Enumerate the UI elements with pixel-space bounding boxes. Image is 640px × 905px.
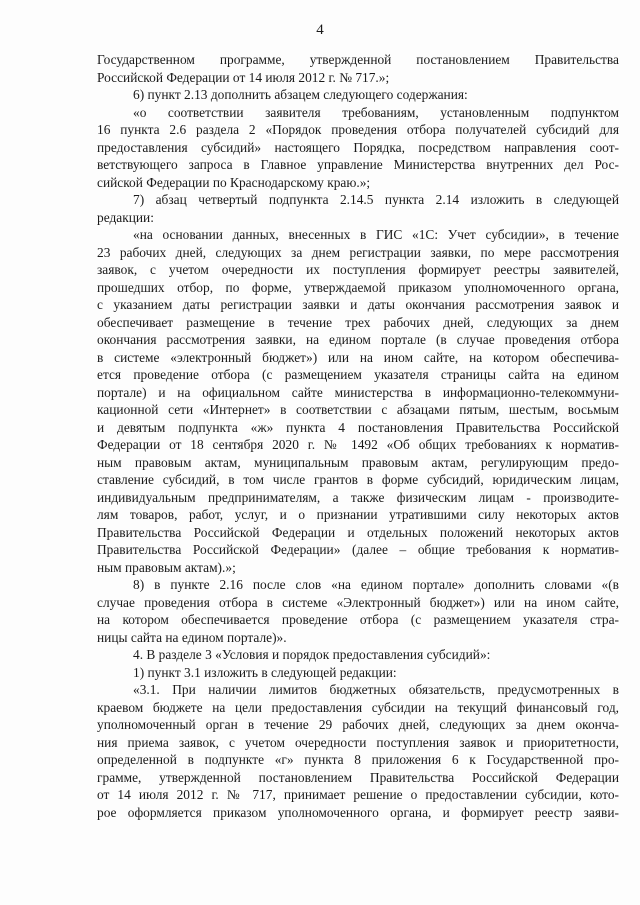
text-line: лям товаров, работ, услуг, и о признании утратившими силу некоторых актов — [97, 507, 619, 522]
text-line: ным правовым актам).»; — [97, 559, 236, 575]
text-line: случае проведения отбора в системе «Электронный бюджет») или на ином сайте, — [97, 594, 619, 610]
text-line: определенной в подпункте «г» пункта 8 приложения 6 к Государственной про- — [97, 752, 619, 767]
text-line: предоставления субсидий» настоящего Порядка, посредством направления соот- — [97, 139, 619, 155]
text-line: окончания рассмотрения заявки, на едином портале (в случае проведения отбора — [97, 332, 619, 347]
text-line: с указанием даты регистрации заявки и даты окончания рассмотрения заявок и — [97, 297, 619, 312]
text-line: 6) пункт 2.13 дополнить абзацем следующего содержания: — [133, 87, 468, 102]
text-line: ветствующего запроса в Главное управление Министерства внутренних дел Рос- — [97, 157, 619, 172]
text-line: редакции: — [97, 209, 154, 225]
text-line: «на основании данных, внесенных в ГИС «1С: Учет субсидии», в течение — [133, 227, 619, 242]
text-line: 23 рабочих дней, следующих за днем регистрации заявки, по мере рассмотрения — [97, 244, 619, 260]
text-line: ницы сайта на едином портале)». — [97, 629, 287, 645]
text-line: в системе «электронный бюджет») или на ином сайте, на котором обеспечива- — [97, 349, 619, 365]
text-line: Государственном программе, утвержденной постановлением Правительства — [97, 52, 619, 67]
text-line: Правительства Российской Федерации» (далее – общие требования к норматив- — [97, 542, 619, 557]
text-line: индивидуальным предпринимателям, а также физическим лицам - производите- — [97, 489, 619, 505]
text-line: Правительства Российской Федерации и отдельных положений некоторых актов — [97, 524, 619, 540]
text-line: ется проведение отбора (с размещением указателя страницы сайта на едином — [97, 367, 619, 382]
text-line: «3.1. При наличии лимитов бюджетных обязательств, предусмотренных в — [133, 682, 619, 697]
text-line: грамме, утвержденной постановлением Правительства Российской Федерации — [97, 769, 619, 785]
text-line: ния приема заявок, с учетом очередности поступления заявок и приоритетности, — [97, 734, 619, 750]
text-line: 4. В разделе 3 «Условия и порядок предоставления субсидий»: — [133, 647, 491, 662]
text-line: от 14 июля 2012 г. № 717, принимает решение о предоставлении субсидии, кото- — [97, 787, 619, 802]
text-line: ставление субсидий, в том числе грантов в форме субсидий, юридическим лицам, — [97, 472, 619, 487]
text-line: 8) в пункте 2.16 после слов «на едином портале» дополнить словами «(в — [133, 577, 619, 592]
text-line: 16 пункта 2.6 раздела 2 «Порядок проведения отбора получателей субсидий для — [97, 122, 619, 137]
text-line: 7) абзац четвертый подпункта 2.14.5 пункта 2.14 изложить в следующей — [133, 192, 619, 207]
text-line: кационной сети «Интернет» в соответствии с абзацами пятым, шестым, восьмым — [97, 402, 619, 417]
text-line: на котором обеспечивается проведение отбора (с размещением указателя стра- — [97, 612, 619, 627]
text-line: краевом бюджете на цели предоставления субсидии на текущий финансовый год, — [97, 699, 619, 715]
text-line: Федерации от 18 сентября 2020 г. № 1492 «Об общих требованиях к норматив- — [97, 437, 619, 452]
text-line: прошедших отбор, по форме, утверждаемой приказом уполномоченного органа, — [97, 279, 619, 295]
text-line: 1) пункт 3.1 изложить в следующей редакции: — [133, 664, 397, 680]
text-line: уполномоченный орган в течение 29 рабочих дней, следующих за днем оконча- — [97, 717, 619, 732]
document-body — [97, 51, 619, 821]
text-line: портале) и на официальном сайте министерства в информационно-телекоммуни- — [97, 384, 619, 400]
text-line: заявок, с учетом очередности их поступления формирует реестры заявителей, — [97, 262, 619, 277]
text-line: сийской Федерации по Краснодарскому краю.»; — [97, 174, 371, 190]
text-line: ным правовым актам, муниципальным правовым актам, регулирующим предо- — [97, 454, 619, 470]
text-line: и девятым подпункта «ж» пункта 4 постановления Правительства Российской — [97, 419, 619, 435]
text-line: рое оформляется приказом уполномоченного органа, и формирует реестр заяви- — [97, 804, 619, 820]
text-line: обеспечивает размещение в течение трех рабочих дней, следующих за днем — [97, 314, 619, 330]
text-line: Российской Федерации от 14 июля 2012 г. № 717.»; — [97, 69, 390, 85]
text-line: «о соответствии заявителя требованиям, установленным подпунктом — [133, 104, 619, 120]
page-number: 4 — [316, 22, 324, 38]
